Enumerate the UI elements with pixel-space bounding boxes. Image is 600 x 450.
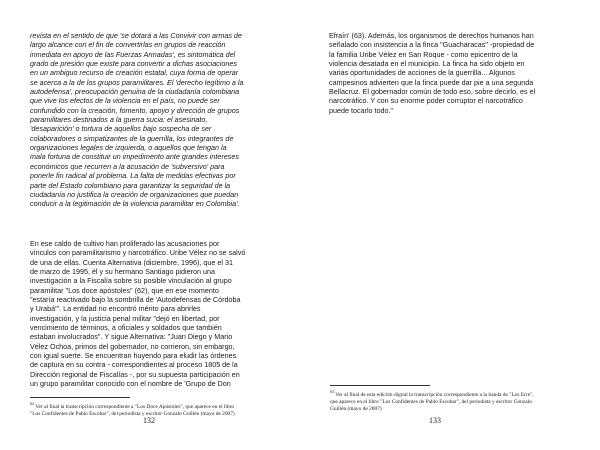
- footnote-text: Ver al final la transcripción correspondiente a "Los Doce Apóstoles", que aparece en el libro "Los Confidentes de Pablo Escobar", del periodista y escritor Gonzalo Guillén (mayo de 2007): [30, 403, 235, 417]
- footnote-number: 62: [30, 401, 34, 406]
- footnote-divider: [30, 397, 130, 398]
- footnote-63: [330, 388, 570, 413]
- footnote-text: Ver al final de esta edición digital la transcripción correspondiente a la banda de "Los Erre", que aparece en el libro "Los Confidentes de Pablo Escobar", del periodista y escritor Gonzalo Guillén (mayo de 2007): [330, 391, 534, 413]
- page-number-right: 133: [429, 416, 441, 425]
- footnote-divider: [330, 385, 430, 386]
- footnote-number: 63: [330, 389, 334, 394]
- right-paragraph-1: Efraín' (63). Además, los organismos de derechos humanos han señalado con insistencia a la finca "Guacharacas" -propiedad de la familia Uribe Vélez en San Roque - como epicentro de la violencia desatada en el municipio. La finca ha sido objeto en varias oportunidades de acciones de la guerrilla... Algunos campesinos advierten que la finca puede dar pie a una segunda Bellacruz. El gobernador común de todo eso, sobre decirlo, es el narcotráfico. Y con su enorme poder corruptor el narcotráfico puede tocarlo todo.": [329, 31, 536, 115]
- left-paragraph-1: revista en el sentido de que 'se dotará a las Convivir con armas de largo alcance con el fin de convertirlas en grupos de reacción inmediata en apoyo de las Fuerzas Armadas', es sintomática del grado de presión que existe para convertir a dichas asociaciones en un ambiguo recurso de creación estatal, cuya forma de operar se acerca a la de los grupos paramilitares. El 'derecho legítimo a la autodefensa', preocupación genuina de la ciudadanía colombiana que vive los efectos de la violencia en el país, no puede ser confundido con la creación, fomento, apoyo y dirección de grupos paramilitares destinados a la guerra sucia: el asesinato, 'desaparición' o tortura de aquellos bajo sospecha de ser colaboradores o simpatizantes de la guerrilla, los integrantes de organizaciones legales de izquierda, o aquellos que tengan la mala fortuna de constituir un impedimento ante grandes intereses económicos que recurren a la acusación de 'subversivo' para ponerle fin radical al problema. La falta de medidas efectivas por parte del Estado colombiano para garantizar la seguridad de la ciudadanía no justifica la creación de organizaciones que puedan conducir a la legitimación de la violencia paramilitar en Colombia'.: [30, 31, 244, 209]
- right-page: [300, 0, 600, 450]
- page-number-left: 132: [143, 416, 155, 425]
- left-paragraph-2: En ese caldo de cultivo han proliferado las acusaciones por vínculos con paramilitarismo y narcotráfico. Uribe Vélez no se salvó de una de ellas. Cuenta Alternativa (diciembre, 1996), que el 31 de marzo de 1995, él y su hermano Santiago pidieron una investigación a la Fiscalía sobre su posible vinculación al grupo paramilitar "Los doce apóstoles" (62), que en ese momento "estaría reactivado bajo la sombrilla de 'Autodefensas de Córdoba y Urabá'". La entidad no encontró mérito para abrirles investigación, y la justicia penal militar "dejó en libertad, por vencimiento de términos, a oficiales y soldados que también estaban involucrados". Y sigue Alternativa: "Juan Diego y Mario Vélez Ochoa, primos del gobernador, no corrieron, sin embargo, con igual suerte. Se encuentran huyendo para eludir las órdenes de captura en su contra - correspondientes al proceso 1805 de la Dirección regional de Fiscalías -, por su supuesta participación en un grupo paramilitar conocido con el nombre de 'Grupo de Don: [30, 239, 246, 389]
